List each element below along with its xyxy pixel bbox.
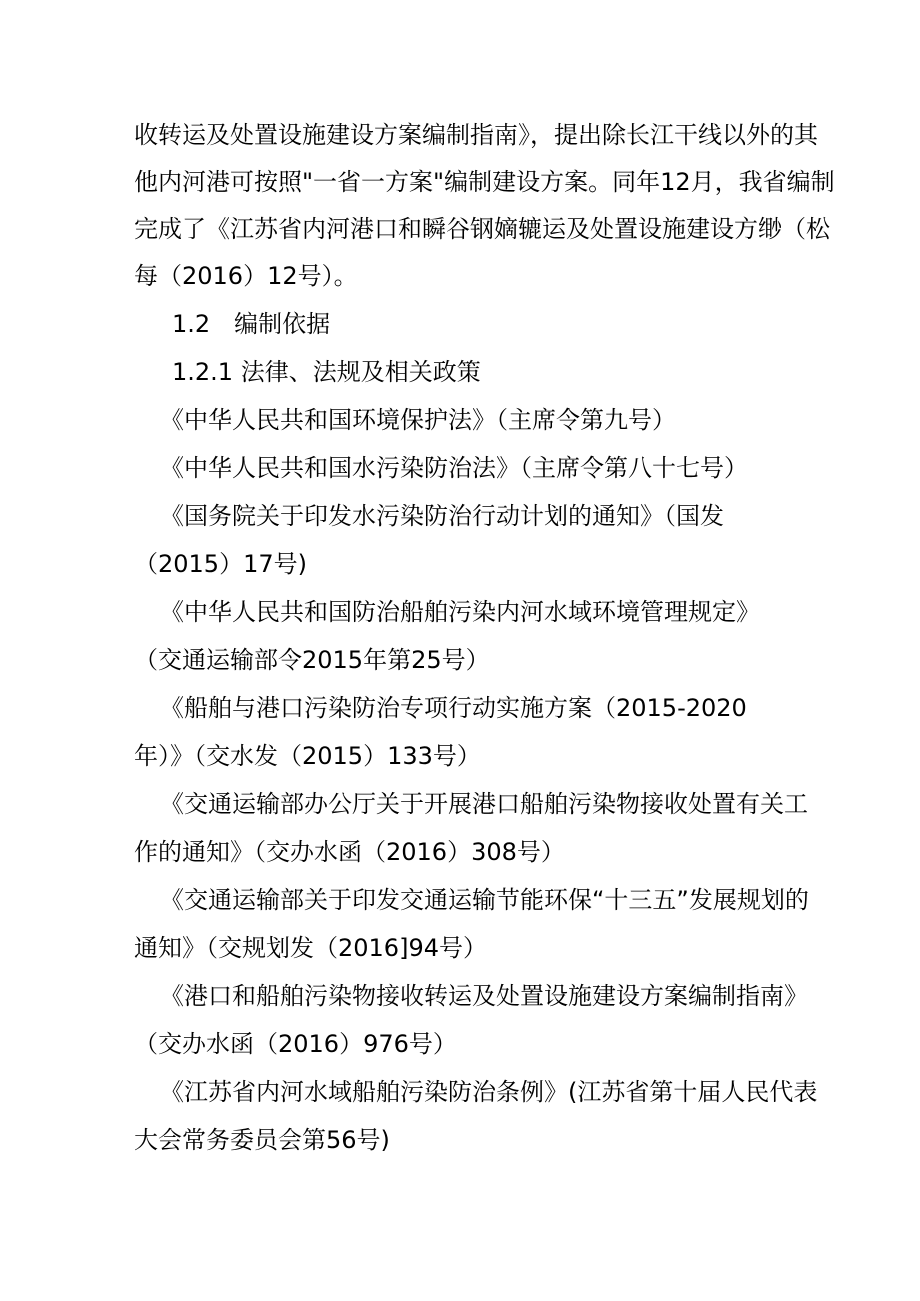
reference-item: 《江苏省内河水域船舶污染防治条例》(江苏省第十届人民代表	[160, 1078, 818, 1106]
reference-item: 《交通运输部关于印发交通运输节能环保“十三五”发展规划的	[160, 886, 809, 914]
reference-item-continuation: 大会常务委员会第56号)	[134, 1126, 390, 1154]
intro-line: 完成了《江苏省内河港口和瞬谷钢嫡辘运及处置设施建设方缈（松	[134, 215, 830, 243]
reference-item-continuation: （2015）17号)	[134, 550, 307, 578]
reference-item-continuation: （交办水函（2016）976号）	[134, 1030, 457, 1058]
reference-item: 《中华人民共和国环境保护法》（主席令第九号）	[160, 406, 676, 434]
section-heading-1-2: 1.2 编制依据	[172, 310, 331, 338]
reference-item-continuation: （交通运输部令2015年第25号）	[134, 646, 490, 674]
reference-item: 《港口和船舶污染物接收转运及处置设施建设方案编制指南》	[160, 982, 808, 1010]
reference-item-continuation: 作的通知》（交办水函（2016）308号）	[134, 838, 565, 866]
reference-item: 《中华人民共和国防治船舶污染内河水域环境管理规定》	[160, 598, 760, 626]
reference-item-continuation: 年）》（交水发（2015）133号）	[134, 742, 481, 770]
reference-item: 《国务院关于印发水污染防治行动计划的通知》（国发	[160, 502, 724, 530]
reference-item-continuation: 通知》（交规划发（2016]94号）	[134, 934, 487, 962]
section-heading-1-2-1: 1.2.1 法律、法规及相关政策	[172, 358, 481, 386]
intro-line: 每（2016）12号）。	[134, 262, 358, 290]
reference-item: 《船舶与港口污染防治专项行动实施方案（2015-2020	[160, 694, 747, 722]
reference-item: 《交通运输部办公厅关于开展港口船舶污染物接收处置有关工	[160, 790, 808, 818]
intro-line: 他内河港可按照"一省一方案"编制建设方案。同年12月，我省编制	[134, 168, 835, 196]
intro-line: 收转运及处置设施建设方案编制指南》，提出除长江干线以外的其	[134, 121, 818, 149]
reference-item: 《中华人民共和国水污染防治法》（主席令第八十七号）	[160, 454, 748, 482]
